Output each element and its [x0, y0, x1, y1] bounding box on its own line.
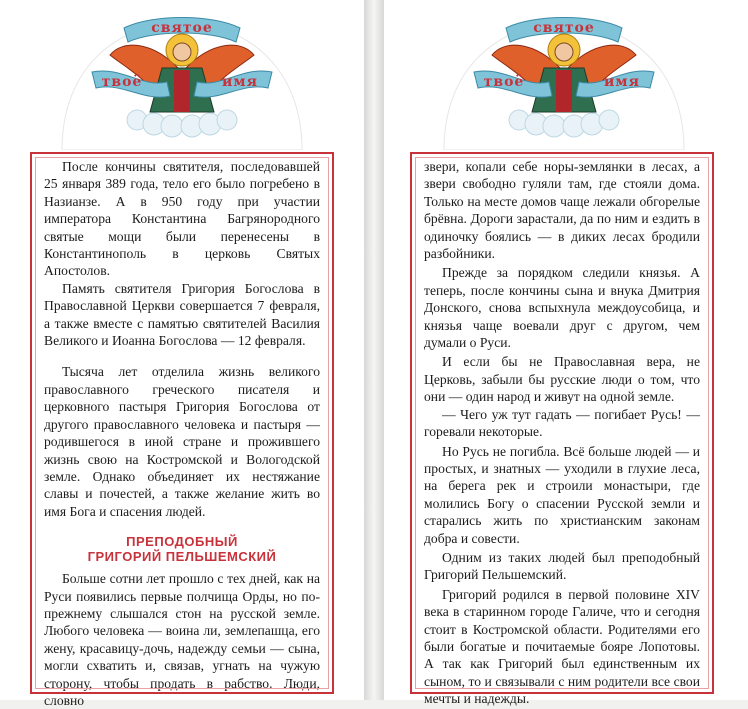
banner-word-top: святое [151, 20, 213, 36]
right-text-body [424, 158, 700, 708]
angel-emblem-icon [52, 0, 312, 150]
header-emblem [434, 0, 694, 150]
section-title-line-1: ПРЕПОДОБНЫЙ [126, 534, 238, 550]
paragraph: Но Русь не погибла. Всё больше людей — и простых, и знатных — уходили в глухие леса, на берега рек и строили монастыри, где молились Богу о спасении Русской земли и старались жить по христианским законам добра и совести. [424, 443, 700, 546]
header-emblem [52, 0, 312, 150]
section-title-line-2: ГРИГОРИЙ ПЕЛЬШЕМСКИЙ [87, 549, 277, 565]
banner-word-right: имя [222, 74, 258, 90]
angel-emblem-icon [434, 0, 694, 150]
paragraph: Григорий родился в первой половине XIV века в старинном городе Галиче, что и сегодня стоит в Костромской области. Родителями его были богатые и почитаемые бояре Лопотовы. А так как Григорий был единственным их сыном, то и связывали с ним родители все свои мечты и надежды. [424, 586, 700, 707]
paragraph: Одним из таких людей был преподобный Григорий Пельшемский. [424, 549, 700, 583]
paragraph: Прежде за порядком следили князья. А теперь, после кончины сына и внука Дмитрия Донского, снова вспыхнула междоусобица, и князья чаще воевали друг с другом, чем думали о Руси. [424, 265, 700, 351]
book-gutter [364, 0, 384, 700]
left-page [0, 0, 364, 708]
banner-word-top: святое [533, 20, 595, 36]
left-text-body [44, 158, 320, 709]
paragraph: Тысяча лет отделила жизнь великого православного греческого писателя и церковного пастыря Григория Богослова от другого православного человека и пастыря — родившегося в иной стране и прожившего жизнь свою на Костромской и Вологодской земле. Однако объединяет их нестяжание славы и почестей, а также желание жить во имя Бога и спасения людей. [44, 364, 320, 519]
banner-word-left: твоё [101, 74, 143, 90]
right-page [384, 0, 748, 707]
section-title [44, 534, 320, 564]
paragraph: Больше сотни лет прошло с тех дней, как на Руси появились первые полчища Орды, но по-прежнему слышался стон на русской земле. Любого человека — воина ли, землепашца, его жену, красавицу-дочь, надежду семьи — сына, могли схватить и, связав, угнать на чужую сторону, чтобы продать в рабство. Люди, словно [44, 571, 320, 708]
text-frame-right [410, 152, 714, 707]
banner-word-left: твоё [483, 74, 525, 90]
paragraph: Память святителя Григория Богослова в Православной Церкви совершается 7 февраля, а также вместе с памятью святителей Василия Великого и Иоанна Богослова — 12 февраля. [44, 280, 320, 349]
banner-word-right: имя [604, 74, 640, 90]
paragraph: И если бы не Православная вера, не Церковь, забыли бы русские люди о том, что они — один народ и живут на одной земле. [424, 354, 700, 405]
paragraph: — Чего уж тут гадать — погибает Русь! — горевали некоторые. [424, 406, 700, 440]
text-frame-left [30, 152, 334, 708]
paragraph: звери, копали себе норы-землянки в лесах, а звери свободно гуляли там, где стояли дома. Только на месте домов чаще лежали обгорелые брёвна. Дороги зарастали, да по ним и ездить в одиночку боялись — в диких лесах бродили разбойники. [424, 159, 700, 262]
paragraph: После кончины святителя, последовавшей 25 января 389 года, тело его было погребено в Назианзе. А в 950 году при участии императора Константина Багрянородного святые мощи были перенесены в Константинополь в церковь Святых Апостолов. [44, 159, 320, 279]
